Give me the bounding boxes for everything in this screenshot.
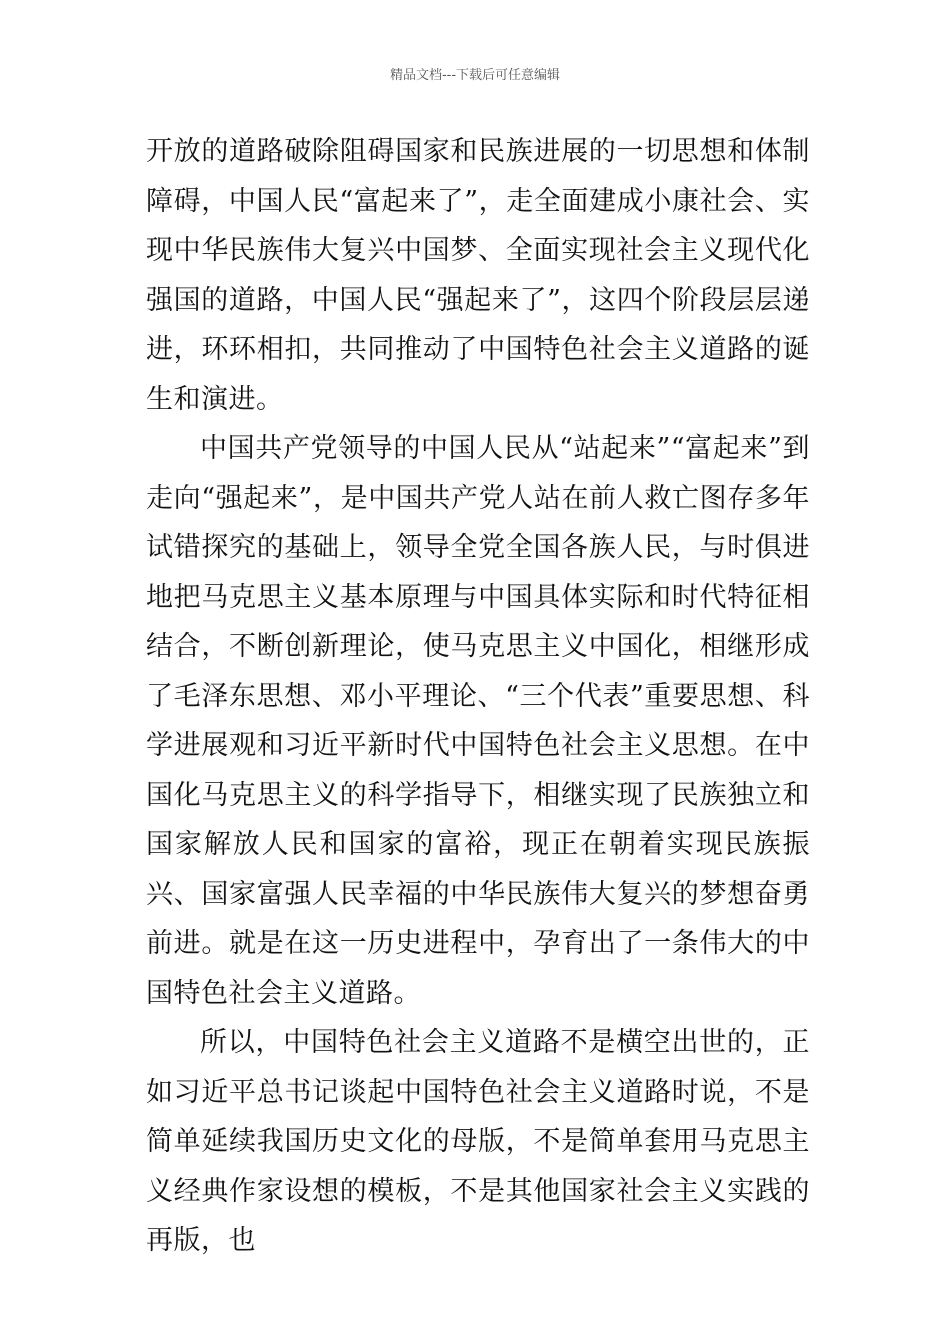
paragraph-2: 中国共产党领导的中国人民从“站起来”“富起来”到走向“强起来”，是中国共产党人站在前人救亡图存多年试错探究的基础上，领导全党全国各族人民，与时俱进地把马克思主义基本原理与中国具体实际和时代特征相结合，不断创新理论，使马克思主义中国化，相继形成了毛泽东思想、邓小平理论、“三个代表”重要思想、科学进展观和习近平新时代中国特色社会主义思想。在中国化马克思主义的科学指导下，相继实现了民族独立和国家解放人民和国家的富裕，现正在朝着实现民族振兴、国家富强人民幸福的中华民族伟大复兴的梦想奋勇前进。就是在这一历史进程中，孕育出了一条伟大的中国特色社会主义道路。 [146,433,810,1009]
paragraph-3: 所以，中国特色社会主义道路不是横空出世的，正如习近平总书记谈起中国特色社会主义道路时说，不是简单延续我国历史文化的母版，不是简单套用马克思主义经典作家设想的模板，不是其他国家社会主义实践的再版，也 [146,1027,810,1256]
page-header: 精品文档---下载后可任意编辑 [389,68,561,83]
paragraph-continued: 开放的道路破除阻碍国家和民族进展的一切思想和体制障碍，中国人民“富起来了”，走全面建成小康社会、实现中华民族伟大复兴中国梦、全面实现社会主义现代化强国的道路，中国人民“强起来了”，这四个阶段层层递进，环环相扣，共同推动了中国特色社会主义道路的诞生和演进。 [146,136,810,415]
document-body [146,127,810,1266]
